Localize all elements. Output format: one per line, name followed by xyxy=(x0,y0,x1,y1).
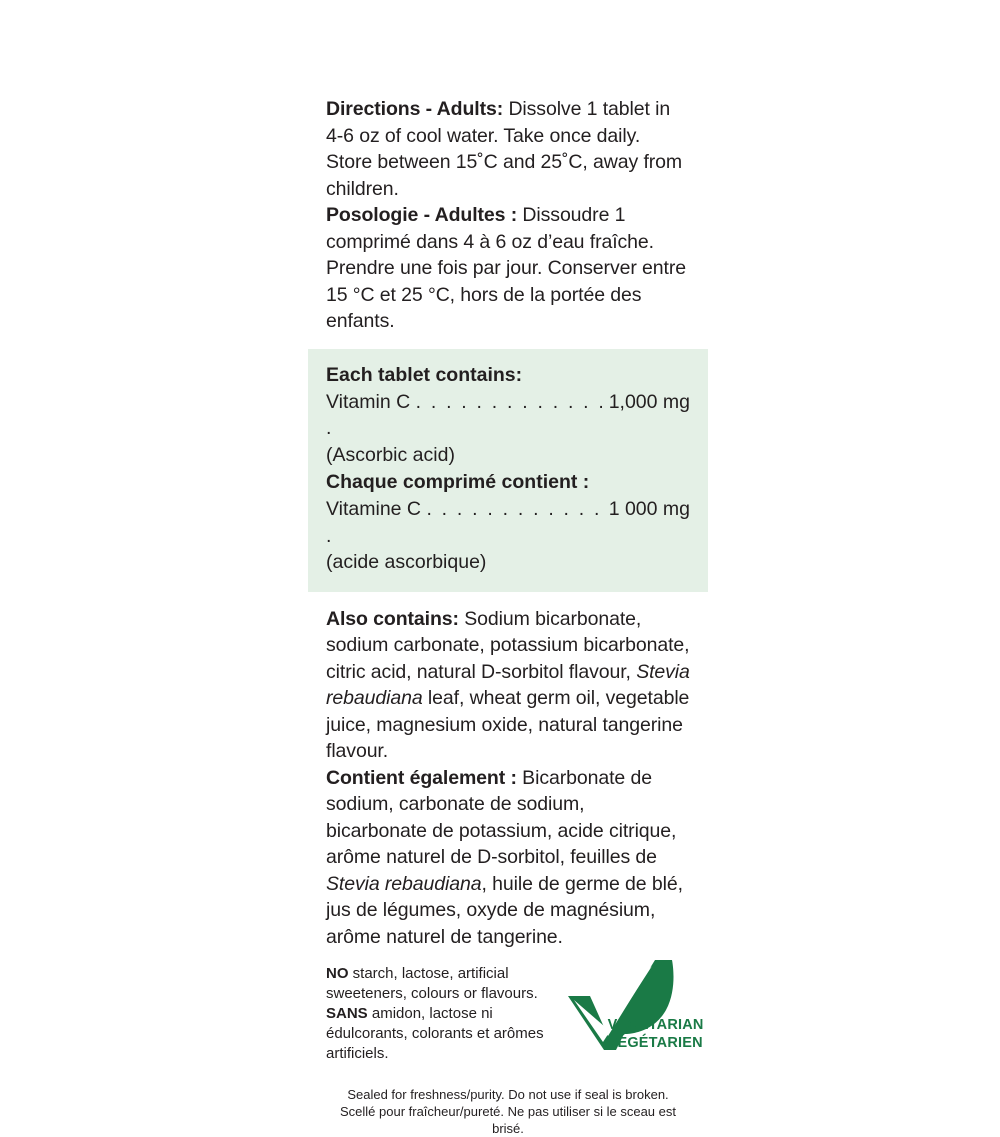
seal-statement-french: Scellé pour fraîcheur/pureté. Ne pas utiliser si le sceau est brisé. xyxy=(339,1104,676,1136)
directions-english-text: Dissolve 1 tablet in 4-6 oz of cool water. Take once daily. Store between 15˚C and 25˚C, away from children. xyxy=(326,98,683,200)
free-from-row xyxy=(308,950,708,1064)
directions-french-heading: Posologie - Adultes : xyxy=(326,204,518,226)
vegetarian-label-fr: VÉGÉTARIEN xyxy=(607,1035,703,1051)
also-contains-section xyxy=(308,592,708,951)
also-contains-french-text-2: , huile de germe de blé, jus de légumes, oxyde de magnésium, arôme naturel de tangerine. xyxy=(326,872,683,948)
directions-english xyxy=(326,96,690,202)
free-from-english-text: starch, lactose, artificial sweeteners, colours or flavours. xyxy=(326,965,538,1002)
seal-statement-english: Sealed for freshness/purity. Do not use if seal is broken. xyxy=(347,1087,669,1102)
facts-french-dots: . . . . . . . . . . . . . xyxy=(326,498,602,547)
also-contains-english-heading: Also contains: xyxy=(326,607,459,630)
facts-english-row xyxy=(326,389,690,442)
also-contains-french-text-1: Bicarbonate de sodium, carbonate de sodium, bicarbonate de potassium, acide citrique, arôme naturel de D-sorbitol, feuilles de xyxy=(326,766,677,868)
facts-french-row xyxy=(326,496,690,549)
supplement-facts-panel xyxy=(308,349,708,592)
facts-french-subtext: (acide ascorbique) xyxy=(326,551,487,573)
directions-english-heading: Directions - Adults: xyxy=(326,98,504,120)
directions-french-text: Dissoudre 1 comprimé dans 4 à 6 oz d’eau fraîche. Prendre une fois par jour. Conserver entre 15 °C et 25 °C, hors de la portée des enfants. xyxy=(326,204,686,332)
free-from-french-text: amidon, lactose ni édulcorants, colorants et arômes artificiels. xyxy=(326,1005,544,1062)
facts-english-heading: Each tablet contains: xyxy=(326,363,523,386)
facts-french-nutrient: Vitamine C xyxy=(326,498,422,520)
facts-english-nutrient: Vitamin C xyxy=(326,390,411,413)
vegetarian-logo xyxy=(560,964,704,1064)
seal-statement xyxy=(308,1064,708,1137)
also-contains-french xyxy=(326,765,690,951)
also-contains-french-italic: Stevia rebaudiana xyxy=(326,872,482,895)
directions-french xyxy=(326,202,690,335)
also-contains-english-text-1: Sodium bicarbonate, sodium carbonate, potassium bicarbonate, citric acid, natural D-sorbitol flavour, xyxy=(326,607,690,683)
also-contains-english-italic: Stevia rebaudiana xyxy=(326,660,690,709)
supplement-label xyxy=(308,96,708,1137)
free-from-french xyxy=(326,1004,550,1064)
free-from-english xyxy=(326,964,550,1004)
also-contains-english-text-2: leaf, wheat germ oil, vegetable juice, magnesium oxide, natural tangerine flavour. xyxy=(326,687,690,762)
facts-english-subtext: (Ascorbic acid) xyxy=(326,443,455,466)
facts-english-dots: . . . . . . . . . . . . . . xyxy=(326,390,607,439)
free-from-english-bold: NO xyxy=(326,965,349,982)
facts-french-heading: Chaque comprimé contient : xyxy=(326,471,590,493)
facts-english-amount: 1,000 mg xyxy=(608,390,690,413)
free-from-french-bold: SANS xyxy=(326,1005,368,1022)
vegetarian-label-en: VEGETARIAN xyxy=(607,1017,704,1033)
directions-section xyxy=(308,96,708,345)
vegetarian-logo-text xyxy=(608,1016,704,1052)
also-contains-english xyxy=(326,606,690,765)
facts-french-amount: 1 000 mg xyxy=(608,498,690,520)
free-from-text xyxy=(326,964,550,1064)
also-contains-french-heading: Contient également : xyxy=(326,766,517,789)
